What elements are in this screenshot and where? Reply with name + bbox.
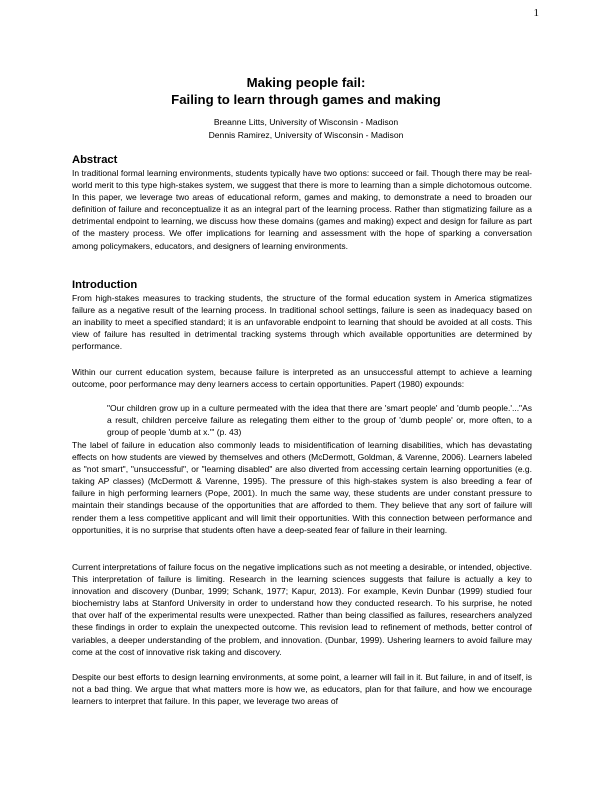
page-number: 1 <box>533 7 539 19</box>
intro-paragraph-4: Current interpretations of failure focus on the negative implications such as not meeting a desirable, or intended, objective. This interpretation of failure is limiting. Research in the learning sciences suggests that failure is actually a key to innovation and discovery (Dunbar, 1999; Schank, 1977; Kapur, 2013). For example, Kevin Dunbar (1999) studied four biochemistry labs at Stanford University in order to understand how they conducted research. To his surprise, he noted that over half of the experimental results were unexpected. Rather than being classified as failures, researchers analyzed these findings in order to explain the unexpected outcome. This revision lead to refinement of methods, better control of variables, a deeper understanding of the problem, and innovation. (Dunbar, 1999). Ushering learners to avoid failure may come at the cost of innovative risk taking and discovery. <box>72 562 532 657</box>
intro-paragraph-1: From high-stakes measures to tracking students, the structure of the formal education system in America stigmatizes failure as a negative result of the learning process. In traditional school settings, failure is seen as inadequacy based on an inability to meet a specified standard; it is an unfavorable endpoint to learning that should be avoided at all costs. This view of failure has resulted in detrimental tracking systems through which available opportunities are determined by performance. <box>72 293 532 352</box>
intro-paragraph-3: The label of failure in education also commonly leads to misidentification of learning disabilities, which has devastating effects on how students are viewed by themselves and others (McDermott, Goldman, & Varenne, 2006). Learners labeled as "not smart", "unsuccessful", or "learning disabled" are also diverted from accessing certain learning opportunities (e.g. taking AP classes) (McDermott & Varenne, 1995). The pressure of this high-stakes system is also breeding a fear of failure in high performing learners (Pope, 2001). In much the same way, these students are under constant pressure to maintain their standings because of the opportunities that are afforded to them. They believe that any sort of failure will render them a less competitive applicant and will limit their opportunities. With this connection between performance and opportunities, it is no surprise that students often have a deep-seated fear of failure in their learning. <box>72 440 532 535</box>
introduction-heading: Introduction <box>72 279 138 291</box>
abstract-heading: Abstract <box>72 154 118 166</box>
author-2: Dennis Ramirez, University of Wisconsin - Madison <box>208 130 404 140</box>
paper-title-line-2: Failing to learn through games and making <box>171 92 441 107</box>
abstract-text: In traditional formal learning environments, students typically have two options: succeed or fail. Though there may be real-world merit to this type high-stakes system, we suggest that there is more to learning than a simple dichotomous outcome. In this paper, we leverage two areas of educational reform, games and making, to demonstrate a need to broaden our definition of failure and reconceptualize it as an integral part of the learning process. Rather than stigmatizing failure as a detrimental endpoint to learning, we discuss how these domains (games and making) expect and design for failure as part of the mastery process. We offer implications for learning and assessment with the hope of sparking a conversation among policymakers, educators, and designers of learning environments. <box>72 168 532 251</box>
author-1: Breanne Litts, University of Wisconsin - Madison <box>213 117 399 127</box>
block-quote: "Our children grow up in a culture permeated with the idea that there are 'smart people' and 'dumb people.'..."As a result, children perceive failure as relegating them either to the group of 'dumb people' or, more often, to a group of people 'dumb at x.'" (p. 43) <box>107 403 532 438</box>
intro-paragraph-5: Despite our best efforts to design learning environments, at some point, a learner will fail in it. But failure, in and of itself, is not a bad thing. We argue that what matters more is how we, as educators, plan for that failure, and how we encourage learners to interpret that failure. In this paper, we leverage two areas of <box>72 672 532 707</box>
paper-title-line-1: Making people fail: <box>246 75 366 90</box>
intro-paragraph-2: Within our current education system, because failure is interpreted as an unsuccessful attempt to achieve a learning outcome, poor performance may deny learners access to certain opportunities. Papert (1980) expounds: <box>72 367 532 390</box>
